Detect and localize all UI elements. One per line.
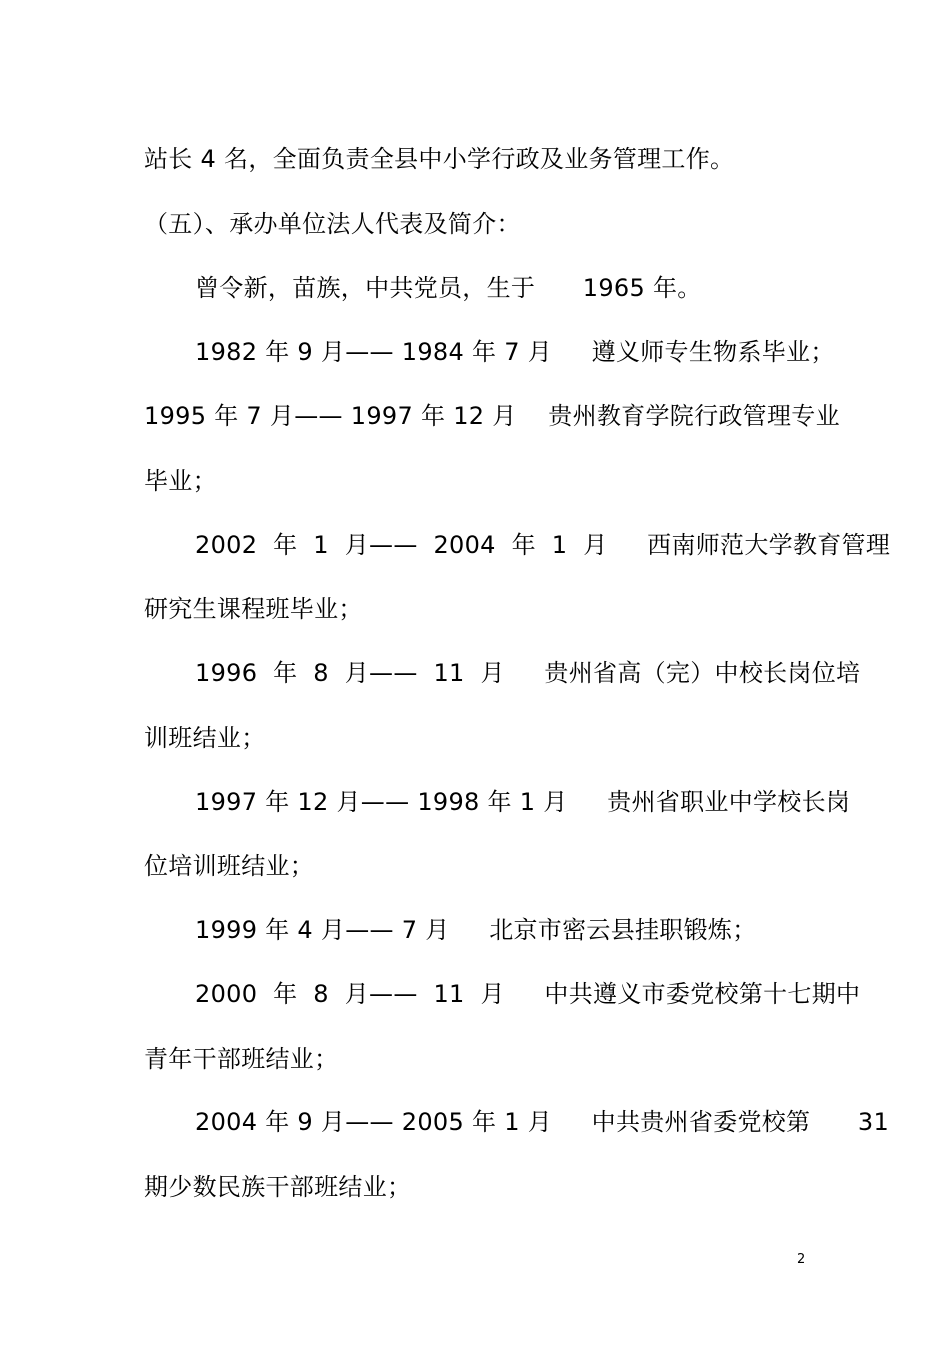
text-line: 期少数民族干部班结业； (144, 1173, 412, 1201)
text-line: 2000 年 8 月—— 11 月 中共遵义市委党校第十七期中 (195, 980, 861, 1008)
text-line: 2002 年 1 月—— 2004 年 1 月 西南师范大学教育管理 (195, 531, 891, 559)
section-heading: （五）、承办单位法人代表及简介： (144, 210, 521, 238)
text-line: 1999 年 4 月—— 7 月 北京市密云县挂职锻炼； (195, 916, 757, 944)
text-line: 青年干部班结业； (144, 1045, 339, 1073)
text-line: 2004 年 9 月—— 2005 年 1 月 中共贵州省委党校第 31 (195, 1108, 890, 1136)
text-line: 1996 年 8 月—— 11 月 贵州省高（完）中校长岗位培 (195, 659, 861, 687)
text-line: 毕业； (144, 467, 217, 495)
text-line: 1982 年 9 月—— 1984 年 7 月 遵义师专生物系毕业； (195, 338, 835, 366)
text-line: 1995 年 7 月—— 1997 年 12 月 贵州教育学院行政管理专业 (144, 402, 840, 430)
text-line: 1997 年 12 月—— 1998 年 1 月 贵州省职业中学校长岗 (195, 788, 851, 816)
text-line: 研究生课程班毕业； (144, 595, 363, 623)
text-line: 站长 4 名，全面负责全县中小学行政及业务管理工作。 (144, 145, 735, 173)
page-number: 2 (797, 1252, 806, 1267)
text-line: 训班结业； (144, 724, 266, 752)
text-line: 曾令新，苗族，中共党员，生于 1965 年。 (195, 274, 702, 302)
text-line: 位培训班结业； (144, 852, 315, 880)
